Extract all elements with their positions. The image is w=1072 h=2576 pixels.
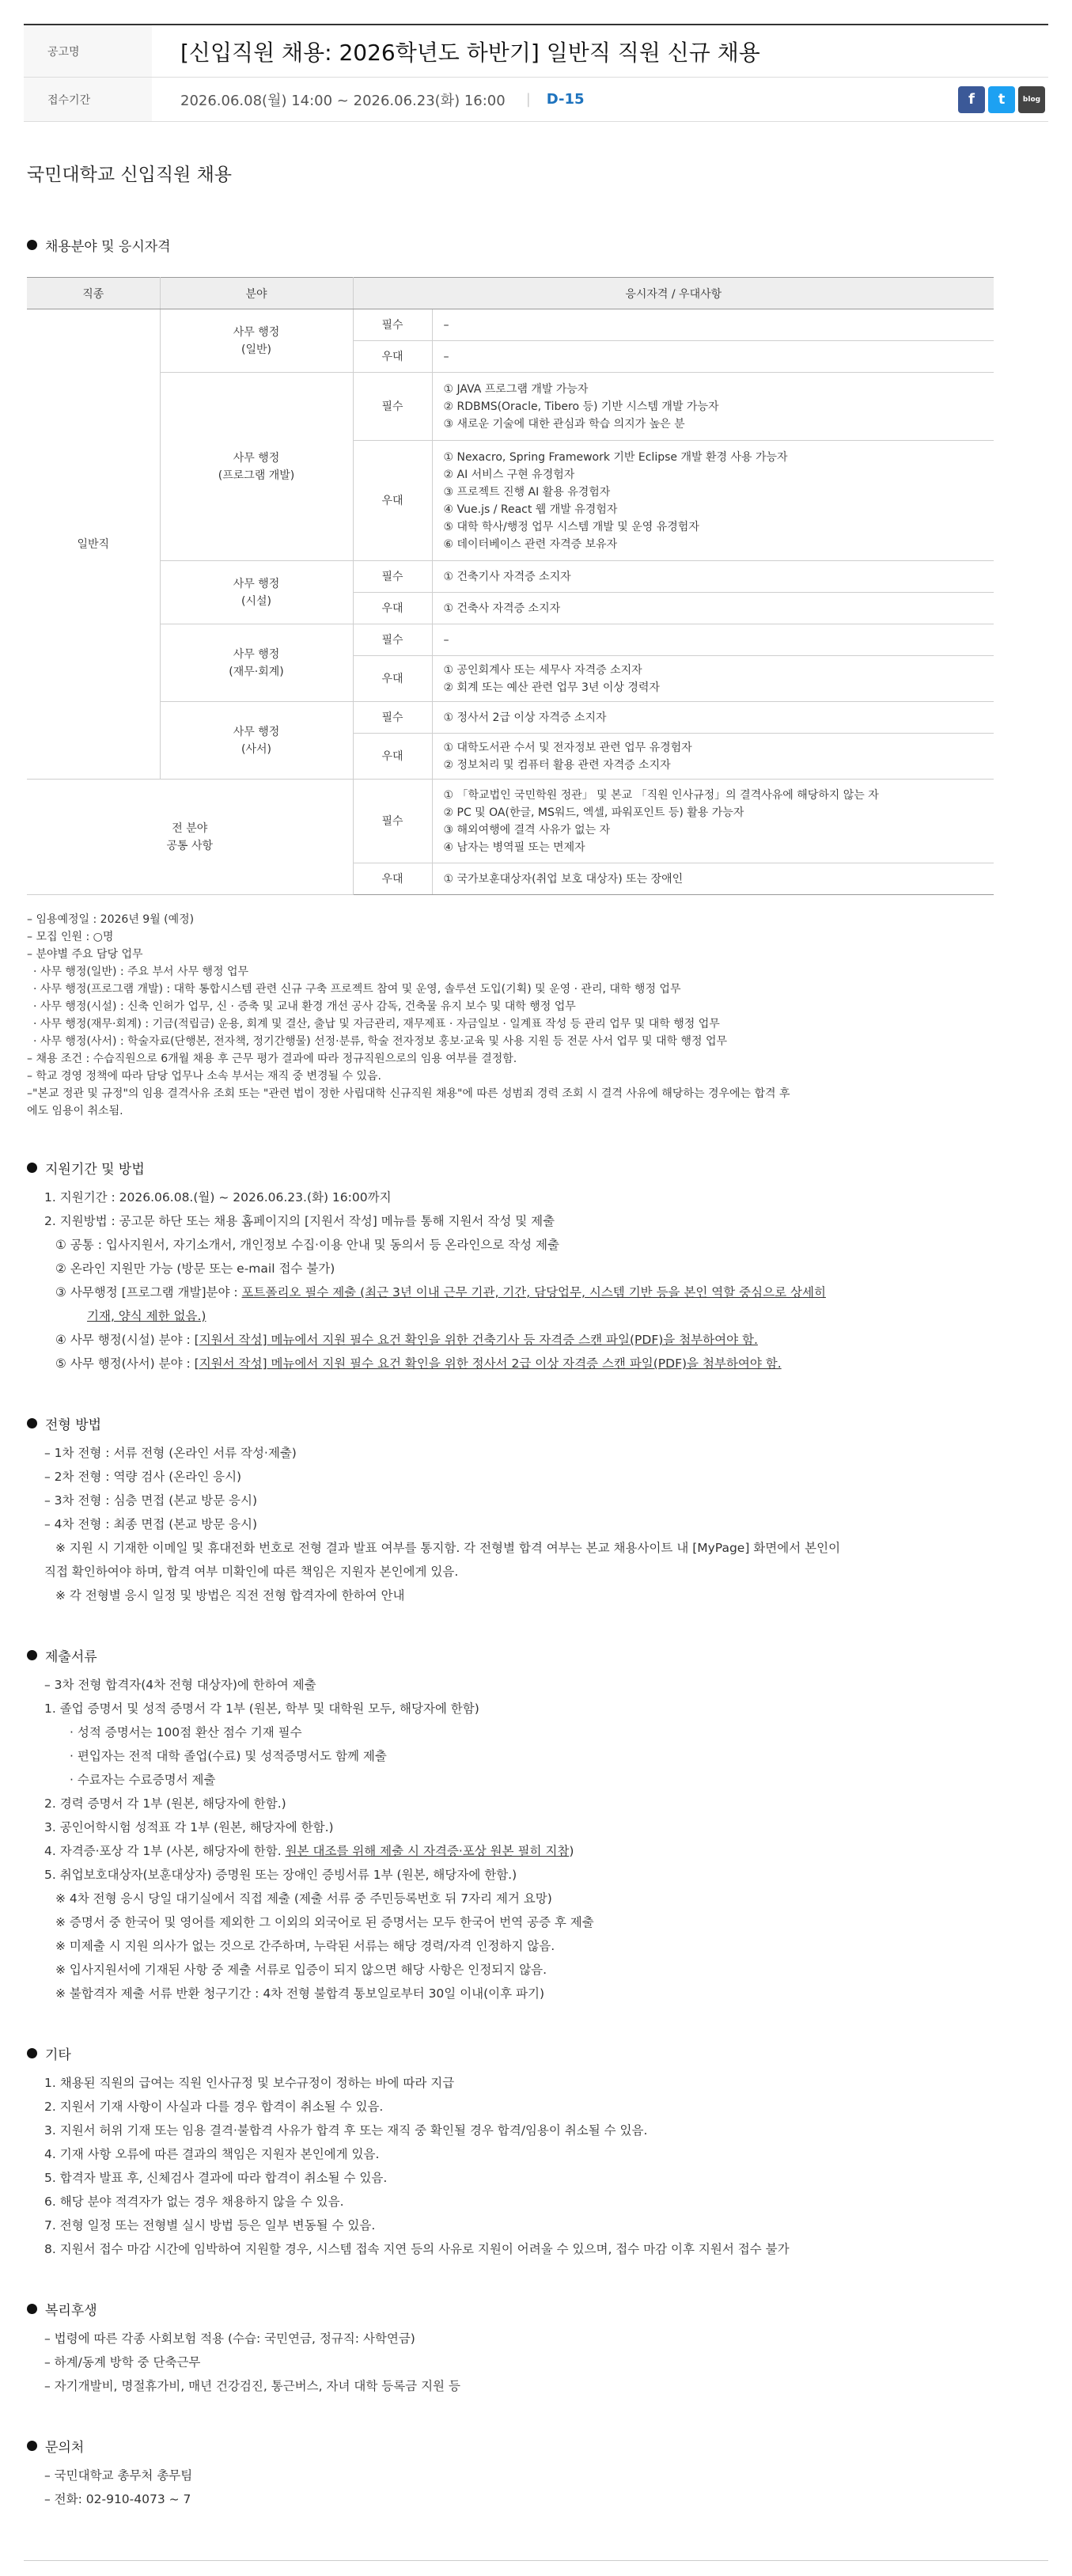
- required-cell: [432, 780, 994, 863]
- field-name-cell: [160, 561, 353, 624]
- preferred-label: 우대: [353, 656, 432, 702]
- requirement-line: ③ 새로운 기술에 대한 관심과 학습 의지가 높은 분: [443, 417, 685, 431]
- list-item: · 수료자는 수료증명서 제출: [70, 1773, 216, 1787]
- preference-line: ② 정보처리 및 컴퓨터 활용 관련 자격증 소지자: [443, 758, 671, 772]
- field-name-line: 전 분야: [172, 821, 208, 835]
- list-item: 5. 합격자 발표 후, 신체검사 결과에 따라 합격이 취소될 수 있음.: [44, 2171, 388, 2185]
- section-heading-benefits: [27, 2299, 1045, 2319]
- requirement-line: ③ 해외여행에 결격 사유가 없는 자: [443, 823, 611, 837]
- dday-badge: D-15: [546, 91, 585, 108]
- required-label: 필수: [353, 624, 432, 656]
- application-period: 2026.06.08(월) 14:00 ~ 2026.06.23(화) 16:00: [180, 92, 506, 109]
- preference-line: ① 공인회계사 또는 세무사 자격증 소지자: [443, 663, 642, 677]
- list-item: 4. 기재 사항 오류에 따른 결과의 책임은 지원자 본인에게 있음.: [44, 2147, 380, 2161]
- notice-title-row: [24, 25, 1048, 78]
- list-item: ① 공통 : 입사지원서, 자기소개서, 개인정보 수집·이용 안내 및 동의서 등 온라인으로 작성 제출: [55, 1238, 559, 1252]
- list-item: 7. 전형 일정 또는 전형별 실시 방법 등은 일부 변동될 수 있음.: [44, 2218, 376, 2233]
- note-line: – 분야별 주요 담당 업무: [27, 948, 143, 961]
- section-heading-text: 전형 방법: [45, 1417, 102, 1433]
- preference-line: –: [443, 350, 449, 363]
- list-item: ※ 입사지원서에 기재된 사항 중 제출 서류로 입증이 되지 않으면 해당 사항은 인정되지 않음.: [55, 1963, 547, 1977]
- note-line: · 사무 행정(시설) : 신축 인허가 업무, 신 · 증축 및 교내 환경 개선 공사 감독, 건축물 유지 보수 및 대학 행정 업무: [33, 1000, 576, 1013]
- preferred-cell: [432, 441, 994, 561]
- list-item-prefix: ④ 사무 행정(시설) 분야 :: [55, 1333, 195, 1347]
- section-heading-text: 지원기간 및 방법: [45, 1162, 145, 1178]
- bullet-icon: [27, 2048, 37, 2058]
- preferred-cell: [432, 593, 994, 624]
- field-name-cell: [160, 373, 353, 561]
- column-header-qualification: 응시자격 / 우대사항: [353, 278, 994, 309]
- list-item: ※ 각 전형별 응시 일정 및 방법은 직전 전형 합격자에 한하여 안내: [55, 1588, 405, 1603]
- section-heading-application: [27, 1158, 1045, 1178]
- preference-line: ④ Vue.js / React 웹 개발 유경험자: [443, 503, 618, 516]
- section-heading-selection: [27, 1413, 1045, 1433]
- section-heading-text: 복리후생: [45, 2303, 97, 2319]
- list-item: 1. 채용된 직원의 급여는 직원 인사규정 및 보수규정이 정하는 바에 따라 지급: [44, 2076, 455, 2090]
- list-item: – 국민대학교 총무처 총무팀: [44, 2468, 193, 2483]
- title-label: 공고명: [24, 25, 152, 77]
- note-line: –"본교 정관 및 규정"의 임용 결격사유 조회 또는 "관련 법이 정한 사립대학 신규직원 채용"에 따른 성범죄 경력 조회 시 결격 사유에 해당하는 경우에는 합격 후: [27, 1087, 790, 1100]
- application-list: [27, 1186, 1045, 1375]
- list-item: ※ 4차 전형 응시 당일 대기실에서 직접 제출 (제출 서류 중 주민등록번호 뒤 7자리 제거 요망): [55, 1891, 552, 1906]
- field-name-line: 공통 사항: [166, 839, 214, 852]
- table-row: [27, 702, 994, 734]
- list-item: 8. 지원서 접수 마감 시간에 임박하여 지원할 경우, 시스템 접속 지연 등의 사유로 지원이 어려울 수 있으며, 접수 마감 이후 지원서 접수 불가: [44, 2242, 790, 2256]
- period-label: 접수기간: [24, 78, 152, 121]
- preference-line: ① 건축사 자격증 소지자: [443, 601, 561, 615]
- preference-line: ① 대학도서관 수서 및 전자정보 관련 업무 유경험자: [443, 741, 692, 754]
- twitter-share-icon[interactable]: t: [988, 86, 1015, 113]
- list-item: · 성적 증명서는 100점 환산 점수 기재 필수: [70, 1725, 302, 1739]
- note-line: · 사무 행정(프로그램 개발) : 대학 통합시스템 관련 신규 구축 프로젝트 참여 및 운영, 솔루션 도입(기획) 및 운영 · 관리, 대학 행정 업무: [33, 983, 681, 996]
- list-item: [27, 1304, 1045, 1328]
- column-header-field: 분야: [160, 278, 353, 309]
- field-name-cell: [160, 309, 353, 373]
- list-item: – 3차 전형 : 심층 면접 (본교 방문 응시): [44, 1493, 257, 1508]
- notice-period-row: [24, 78, 1048, 122]
- section-heading-text: 문의처: [45, 2440, 85, 2456]
- bullet-icon: [27, 1418, 37, 1428]
- preferred-cell: [432, 656, 994, 702]
- table-row: [27, 780, 994, 863]
- list-item: ② 온라인 지원만 가능 (방문 또는 e-mail 접수 불가): [55, 1261, 335, 1276]
- list-item: · 편입자는 전적 대학 졸업(수료) 및 성적증명서도 함께 제출: [70, 1749, 387, 1763]
- field-name-line: (재무·회계): [229, 665, 284, 678]
- requirement-line: ① JAVA 프로그램 개발 가능자: [443, 382, 589, 396]
- requirement-line: ① 「학교법인 국민학원 정관」 및 본교 「직원 인사규정」의 결격사유에 해당하지 않는 자: [443, 788, 879, 802]
- benefits-list: [27, 2327, 1045, 2398]
- field-name-cell: [160, 702, 353, 780]
- table-row: [27, 373, 994, 441]
- period-separator: |: [525, 91, 531, 108]
- table-row: [27, 561, 994, 593]
- bullet-icon: [27, 240, 37, 250]
- job-type-cell: 일반직: [27, 309, 160, 780]
- preference-line: ② 회계 또는 예산 관련 업무 3년 이상 경력자: [443, 681, 660, 694]
- note-line: – 학교 경영 정책에 따라 담당 업무나 소속 부서는 재직 중 변경될 수 있음.: [27, 1070, 381, 1083]
- section-heading-contact: [27, 2436, 1045, 2456]
- section-heading-qualifications: [27, 235, 1045, 255]
- note-line: · 사무 행정(재무·회계) : 기금(적립금) 운용, 회계 및 결산, 출납 및 자금관리, 재무제표 · 자금일보 · 일계표 작성 등 관리 업무 및 대학 행정 업무: [33, 1018, 720, 1030]
- note-line: · 사무 행정(일반) : 주요 부서 사무 행정 업무: [33, 966, 249, 978]
- field-name-line: (일반): [241, 343, 271, 356]
- required-label: 필수: [353, 780, 432, 863]
- section-heading-text: 제출서류: [45, 1649, 97, 1665]
- preferred-label: 우대: [353, 593, 432, 624]
- list-item-prefix: 4. 자격증·포상 각 1부 (사본, 해당자에 한함.: [44, 1844, 286, 1858]
- list-item: 5. 취업보호대상자(보훈대상자) 증명원 또는 장애인 증빙서류 1부 (원본, 해당자에 한함.): [44, 1868, 517, 1882]
- preference-line: ① Nexacro, Spring Framework 기반 Eclipse 개발 환경 사용 가능자: [443, 450, 788, 464]
- preference-line: ⑥ 데이터베이스 관련 자격증 보유자: [443, 537, 618, 551]
- field-name-line: 사무 행정: [233, 725, 280, 738]
- list-item: – 전화: 02-910-4073 ~ 7: [44, 2492, 191, 2506]
- list-item: 2. 지원서 기재 사항이 사실과 다를 경우 합격이 취소될 수 있음.: [44, 2100, 384, 2114]
- required-cell: [432, 561, 994, 593]
- preferred-cell: [432, 863, 994, 895]
- bullet-icon: [27, 1650, 37, 1660]
- note-line: · 사무 행정(사서) : 학술자료(단행본, 전자책, 정기간행물) 선정·분류, 학술 전자정보 홍보·교육 및 사용 지원 등 전문 사서 업무 및 대학 행정 업무: [33, 1035, 728, 1048]
- field-name-line: 사무 행정: [233, 451, 280, 465]
- notice-info-table: [24, 24, 1048, 122]
- list-item: ※ 불합격자 제출 서류 반환 청구기간 : 4차 전형 불합격 통보일로부터 30일 이내(이후 파기): [55, 1986, 545, 2001]
- list-item-suffix: ): [569, 1844, 574, 1858]
- facebook-share-icon[interactable]: f: [958, 86, 985, 113]
- list-item: – 하계/동계 방학 중 단축근무: [44, 2355, 201, 2369]
- section-heading-documents: [27, 1645, 1045, 1665]
- requirement-line: ① 정사서 2급 이상 자격증 소지자: [443, 711, 607, 724]
- note-line: – 임용예정일 : 2026년 9월 (예정): [27, 913, 195, 926]
- preferred-cell: [432, 341, 994, 373]
- preference-line: ③ 프로젝트 진행 AI 활용 유경험자: [443, 485, 611, 499]
- preferred-cell: [432, 734, 994, 780]
- section-heading-text: 기타: [45, 2047, 71, 2063]
- common-field-cell: [27, 780, 353, 895]
- field-name-line: 사무 행정: [233, 577, 280, 590]
- list-item: 6. 해당 분야 적격자가 없는 경우 채용하지 않을 수 있음.: [44, 2195, 344, 2209]
- requirement-line: ② PC 및 OA(한글, MS워드, 엑셀, 파워포인트 등) 활용 가능자: [443, 806, 744, 819]
- bullet-icon: [27, 2304, 37, 2314]
- share-buttons: [958, 86, 1048, 113]
- section-heading-text: 채용분야 및 응시자격: [45, 239, 171, 255]
- requirement-line: ② RDBMS(Oracle, Tibero 등) 기반 시스템 개발 가능자: [443, 400, 719, 413]
- list-item: [27, 1352, 1045, 1375]
- preference-line: ① 국가보훈대상자(취업 보호 대상자) 또는 장애인: [443, 872, 684, 886]
- field-name-cell: [160, 624, 353, 702]
- list-item: ※ 증명서 중 한국어 및 영어를 제외한 그 이외의 외국어로 된 증명서는 모두 한국어 번역 공증 후 제출: [55, 1915, 594, 1929]
- requirement-line: ④ 남자는 병역필 또는 면제자: [443, 840, 585, 854]
- list-item-prefix: ③ 사무행정 [프로그램 개발]분야 :: [55, 1285, 242, 1299]
- requirement-line: ① 건축기사 자격증 소지자: [443, 570, 571, 583]
- list-item: – 1차 전형 : 서류 전형 (온라인 서류 작성·제출): [44, 1446, 297, 1460]
- field-name-line: 사무 행정: [233, 647, 280, 661]
- etc-list: [27, 2071, 1045, 2261]
- column-header-job-type: 직종: [27, 278, 160, 309]
- table-row: [27, 624, 994, 656]
- preference-line: ② AI 서비스 구현 유경험자: [443, 468, 575, 481]
- list-item: ※ 미제출 시 지원 의사가 없는 것으로 간주하며, 누락된 서류는 해당 경력/자격 인정하지 않음.: [55, 1939, 555, 1953]
- qualification-table: [27, 277, 994, 895]
- blog-share-icon[interactable]: blog: [1018, 86, 1045, 113]
- list-item: – 3차 전형 합격자(4차 전형 대상자)에 한하여 제출: [44, 1678, 316, 1692]
- list-item: 1. 졸업 증명서 및 성적 증명서 각 1부 (원본, 학부 및 대학원 모두, 해당자에 한함): [44, 1702, 479, 1716]
- list-item: 2. 지원방법 : 공고문 하단 또는 채용 홈페이지의 [지원서 작성] 메뉴를 통해 지원서 작성 및 제출: [44, 1214, 555, 1228]
- notice-content: [24, 160, 1048, 2511]
- field-name-line: (프로그램 개발): [218, 469, 295, 482]
- list-item: [27, 1280, 1045, 1304]
- preferred-label: 우대: [353, 441, 432, 561]
- bullet-icon: [27, 1163, 37, 1173]
- required-cell: [432, 702, 994, 734]
- required-label: 필수: [353, 309, 432, 341]
- required-cell: [432, 624, 994, 656]
- required-label: 필수: [353, 702, 432, 734]
- documents-list: [27, 1673, 1045, 2005]
- field-name-line: 사무 행정: [233, 325, 280, 339]
- list-item: 1. 지원기간 : 2026.06.08.(월) ~ 2026.06.23.(화) 16:00까지: [44, 1190, 392, 1205]
- preferred-label: 우대: [353, 341, 432, 373]
- requirement-line: –: [443, 633, 449, 647]
- note-line: 에도 임용이 취소됨.: [27, 1105, 123, 1117]
- selection-list: [27, 1441, 1045, 1607]
- note-line: – 모집 인원 : ○명: [27, 931, 114, 943]
- note-line: – 채용 조건 : 수습직원으로 6개월 채용 후 근무 평가 결과에 따라 정규직원으로의 임용 여부를 결정함.: [27, 1053, 517, 1065]
- list-item-prefix: ⑤ 사무 행정(사서) 분야 :: [55, 1356, 195, 1371]
- underlined-text: 포트폴리오 필수 제출 (최근 3년 이내 근무 기관, 기간, 담당업무, 시스템 기반 등을 본인 역할 중심으로 상세히: [241, 1285, 826, 1299]
- page: [0, 24, 1072, 2576]
- document-title: 국민대학교 신입직원 채용: [27, 165, 233, 185]
- table-row: [27, 309, 994, 341]
- underlined-text: [지원서 작성] 메뉴에서 지원 필수 요건 확인을 위한 정사서 2급 이상 자격증 스캔 파일(PDF)을 첨부하여야 함.: [194, 1356, 782, 1371]
- list-item: 2. 경력 증명서 각 1부 (원본, 해당자에 한함.): [44, 1796, 286, 1811]
- list-item: – 4차 전형 : 최종 면접 (본교 방문 응시): [44, 1517, 257, 1531]
- list-item: [27, 1328, 1045, 1352]
- list-item: – 2차 전형 : 역량 검사 (온라인 응시): [44, 1470, 242, 1484]
- section-heading-etc: [27, 2043, 1045, 2063]
- table-header-row: [27, 278, 994, 309]
- underlined-text: 원본 대조를 위해 제출 시 자격증·포상 원본 필히 지참: [285, 1844, 570, 1858]
- preference-line: ⑤ 대학 학사/행정 업무 시스템 개발 및 운영 유경험자: [443, 520, 699, 533]
- list-item: ※ 지원 시 기재한 이메일 및 휴대전화 번호로 전형 결과 발표 여부를 통지함. 각 전형별 합격 여부는 본교 채용사이트 내 [MyPage] 화면에서 본인이: [55, 1541, 841, 1555]
- bottom-divider: [24, 2560, 1048, 2576]
- requirement-line: –: [443, 318, 449, 332]
- list-item: 직접 확인하여야 하며, 합격 여부 미확인에 따른 책임은 지원자 본인에게 있음.: [44, 1565, 459, 1579]
- required-label: 필수: [353, 561, 432, 593]
- list-item: 3. 공인어학시험 성적표 각 1부 (원본, 해당자에 한함.): [44, 1820, 334, 1834]
- underlined-text: [지원서 작성] 메뉴에서 지원 필수 요건 확인을 위한 건축기사 등 자격증 스캔 파일(PDF)을 첨부하여야 함.: [194, 1333, 758, 1347]
- notice-title: [신입직원 채용: 2026학년도 하반기] 일반직 직원 신규 채용: [180, 39, 760, 66]
- required-cell: [432, 373, 994, 441]
- list-item: 3. 지원서 허위 기재 또는 임용 결격·불합격 사유가 합격 후 또는 재직 중 확인될 경우 합격/임용이 취소될 수 있음.: [44, 2123, 648, 2138]
- field-name-line: (사서): [241, 742, 271, 756]
- required-label: 필수: [353, 373, 432, 441]
- list-item: – 법령에 따른 각종 사회보험 적용 (수습: 국민연금, 정규직: 사학연금): [44, 2331, 415, 2346]
- list-item: – 자기개발비, 명절휴가비, 매년 건강검진, 통근버스, 자녀 대학 등록금 지원 등: [44, 2379, 460, 2393]
- preferred-label: 우대: [353, 734, 432, 780]
- field-name-line: (시설): [241, 594, 271, 608]
- underlined-text: 기재, 양식 제한 없음.): [87, 1309, 206, 1323]
- recruitment-notes: [27, 911, 1045, 1120]
- preferred-label: 우대: [353, 863, 432, 895]
- bullet-icon: [27, 2441, 37, 2451]
- contact-list: [27, 2464, 1045, 2511]
- list-item: [27, 1839, 1045, 1863]
- required-cell: [432, 309, 994, 341]
